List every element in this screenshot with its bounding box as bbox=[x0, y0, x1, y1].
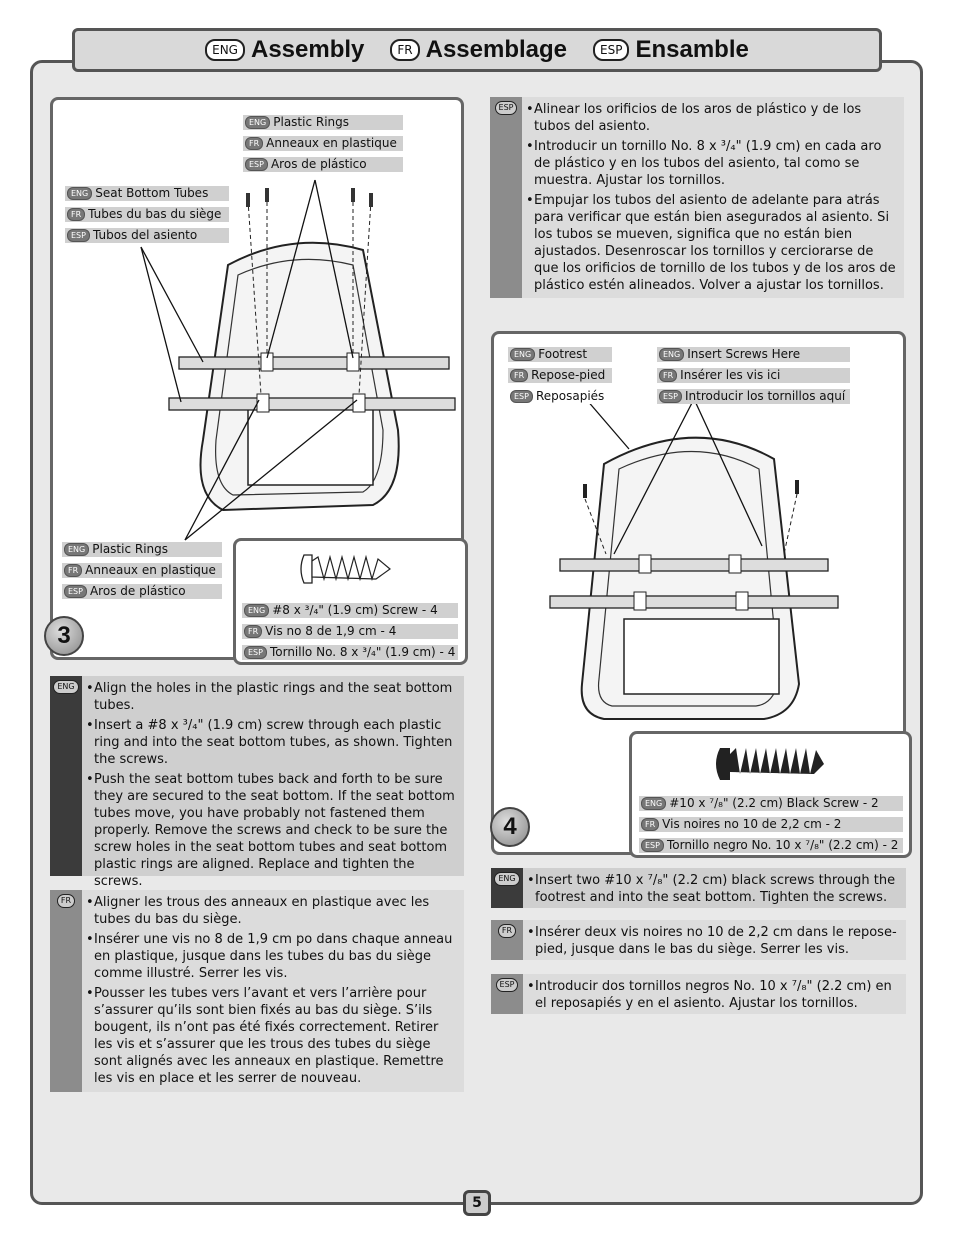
eng-badge: ENG bbox=[205, 39, 245, 61]
fr-badge: FR bbox=[57, 894, 75, 908]
step3-number: 3 bbox=[44, 616, 84, 656]
label-text: Insérer les vis ici bbox=[680, 368, 781, 382]
label-footrest-esp bbox=[508, 389, 612, 404]
label-rings-bottom-esp bbox=[62, 584, 222, 599]
step3-text-eng bbox=[50, 676, 464, 889]
list-item: • Insérer deux vis noires no 10 de 2,2 cm dans le repose-pied, jusque dans le bas du siège. Serrer les vis. bbox=[527, 924, 898, 958]
label-text: #10 x ⁷/₈" (2.2 cm) Black Screw - 2 bbox=[669, 796, 879, 810]
screw-label-fr bbox=[639, 817, 903, 832]
fr-badge: FR bbox=[498, 924, 516, 938]
label-rings-top-fr bbox=[243, 136, 403, 151]
step4-screw-box bbox=[629, 731, 912, 858]
eng-badge: ENG bbox=[510, 348, 535, 361]
label-text: Aros de plástico bbox=[89, 584, 186, 598]
list-item: • Align the holes in the plastic rings and the seat bottom tubes. bbox=[86, 680, 456, 714]
esp-badge: ESP bbox=[593, 39, 629, 61]
list-item: • Introducir un tornillo No. 8 x ³/₄" (1.9 cm) en cada aro de plástico y en los tubos del asiento, tal como se muestra. Ajustar los tornillos. bbox=[526, 138, 896, 189]
screw-label-eng bbox=[242, 603, 458, 618]
label-text: Footrest bbox=[538, 347, 588, 361]
label-text: Seat Bottom Tubes bbox=[95, 186, 209, 200]
fr-badge: FR bbox=[244, 625, 262, 638]
label-insert-eng bbox=[657, 347, 850, 362]
esp-badge: ESP bbox=[64, 585, 87, 598]
label-rings-top-eng bbox=[243, 115, 403, 130]
page-number: 5 bbox=[463, 1190, 491, 1216]
label-text: Aros de plástico bbox=[270, 157, 367, 171]
label-text: Introducir los tornillos aquí bbox=[684, 389, 846, 403]
esp-badge: ESP bbox=[495, 101, 518, 115]
step3-text-fr bbox=[50, 890, 464, 1092]
label-text: Vis noires no 10 de 2,2 cm - 2 bbox=[662, 817, 842, 831]
esp-badge: ESP bbox=[659, 390, 682, 403]
label-text: Anneaux en plastique bbox=[266, 136, 397, 150]
label-text: Tornillo negro No. 10 x ⁷/₈" (2.2 cm) - 2 bbox=[666, 838, 899, 852]
list-item: • Empujar los tubos del asiento de adelante para atrás para verificar que están bien asegurados al asiento. Si los tubos se mueven, significa que no están bien ajustados. Desenroscar los tornillos y cerciorarse de que los orificios de tornillo de los tubos y de los aros de plástico estén alineados. Volver a ajustar los tornillos. bbox=[526, 192, 896, 294]
header-eng bbox=[205, 36, 364, 64]
label-rings-bottom-eng bbox=[62, 542, 222, 557]
eng-badge: ENG bbox=[53, 680, 78, 694]
fr-badge: FR bbox=[390, 39, 419, 61]
label-insert-esp bbox=[657, 389, 850, 404]
fr-badge: FR bbox=[659, 369, 677, 382]
list-item: • Insert a #8 x ³/₄" (1.9 cm) screw through each plastic ring and into the seat bottom tubes, as shown. Tighten the screws. bbox=[86, 717, 456, 768]
esp-badge: ESP bbox=[244, 646, 267, 659]
eng-badge: ENG bbox=[64, 543, 89, 556]
eng-badge: ENG bbox=[494, 872, 519, 886]
header-fr bbox=[390, 36, 567, 64]
label-text: Plastic Rings bbox=[273, 115, 350, 129]
label-tubes-esp bbox=[65, 228, 229, 243]
label-rings-top-esp bbox=[243, 157, 403, 172]
step4-number: 4 bbox=[490, 807, 530, 847]
list-item: • Insert two #10 x ⁷/₈" (2.2 cm) black screws through the footrest and into the seat bottom. Tighten the screws. bbox=[527, 872, 898, 906]
list-item: • Push the seat bottom tubes back and forth to be sure they are secured to the seat bottom. If the seat bottom tubes move, you have probably not fastened them properly. Remove the screws and check to be sure the screw holes in the seat bottom tubes and seat bottom plastic rings are aligned. Replace and tighten the screws. bbox=[86, 771, 456, 890]
step3-text-esp bbox=[490, 97, 904, 298]
label-text: Vis no 8 de 1,9 cm - 4 bbox=[265, 624, 397, 638]
black-screw-icon bbox=[712, 742, 832, 786]
fr-badge: FR bbox=[64, 564, 82, 577]
label-text: Insert Screws Here bbox=[687, 347, 801, 361]
fr-badge: FR bbox=[510, 369, 528, 382]
label-rings-bottom-fr bbox=[62, 563, 222, 578]
label-text: Tornillo No. 8 x ³/₄" (1.9 cm) - 4 bbox=[269, 645, 456, 659]
header-esp bbox=[593, 36, 749, 64]
label-footrest-fr bbox=[508, 368, 612, 383]
page-header bbox=[72, 28, 882, 72]
label-text: Reposapiés bbox=[535, 389, 605, 403]
esp-badge: ESP bbox=[641, 839, 664, 852]
label-insert-fr bbox=[657, 368, 850, 383]
step4-text-esp bbox=[491, 974, 906, 1014]
screw-label-eng bbox=[639, 796, 903, 811]
list-item: • Introducir dos tornillos negros No. 10 x ⁷/₈" (2.2 cm) en el reposapiés y en el asiento. Ajustar los tornillos. bbox=[527, 978, 898, 1012]
label-tubes-fr bbox=[65, 207, 229, 222]
screw-icon bbox=[298, 551, 398, 587]
label-text: Tubos del asiento bbox=[92, 228, 198, 242]
esp-badge: ESP bbox=[496, 978, 519, 992]
fr-badge: FR bbox=[245, 137, 263, 150]
list-item: • Aligner les trous des anneaux en plastique avec les tubes du bas du siège. bbox=[86, 894, 456, 928]
step4-text-fr bbox=[491, 920, 906, 960]
eng-badge: ENG bbox=[67, 187, 92, 200]
label-text: Tubes du bas du siège bbox=[88, 207, 222, 221]
esp-badge: ESP bbox=[510, 390, 533, 403]
label-tubes-eng bbox=[65, 186, 229, 201]
esp-badge: ESP bbox=[245, 158, 268, 171]
eng-badge: ENG bbox=[244, 604, 269, 617]
eng-badge: ENG bbox=[245, 116, 270, 129]
step3-screw-box bbox=[233, 538, 468, 665]
list-item: • Insérer une vis no 8 de 1,9 cm po dans chaque anneau en plastique, jusque dans les tubes du bas du siège comme illustré. Serrer les vis. bbox=[86, 931, 456, 982]
fr-badge: FR bbox=[641, 818, 659, 831]
fr-badge: FR bbox=[67, 208, 85, 221]
esp-badge: ESP bbox=[67, 229, 90, 242]
label-text: Plastic Rings bbox=[92, 542, 169, 556]
eng-badge: ENG bbox=[659, 348, 684, 361]
header-title-fr: Assemblage bbox=[425, 36, 568, 63]
label-text: Anneaux en plastique bbox=[85, 563, 216, 577]
step4-text-eng bbox=[491, 868, 906, 908]
header-title-esp: Ensamble bbox=[635, 36, 749, 63]
list-item: • Alinear los orificios de los aros de plástico y de los tubos del asiento. bbox=[526, 101, 896, 135]
list-item: • Pousser les tubes vers l’avant et vers l’arrière pour s’assurer qu’ils sont bien fixés au bas du siège. S’ils bougent, ils n’ont pas été fixés correctement. Retirer les vis et s’assurer que les trous des tubes du siège sont alignés avec les anneaux en plastique. Remettre les vis en place et les serrer de nouveau. bbox=[86, 985, 456, 1087]
screw-label-esp bbox=[639, 838, 903, 853]
screw-label-esp bbox=[242, 645, 458, 660]
header-title-eng: Assembly bbox=[250, 36, 365, 63]
eng-badge: ENG bbox=[641, 797, 666, 810]
label-footrest-eng bbox=[508, 347, 612, 362]
label-text: Repose-pied bbox=[531, 368, 606, 382]
label-text: #8 x ³/₄" (1.9 cm) Screw - 4 bbox=[272, 603, 438, 617]
screw-label-fr bbox=[242, 624, 458, 639]
